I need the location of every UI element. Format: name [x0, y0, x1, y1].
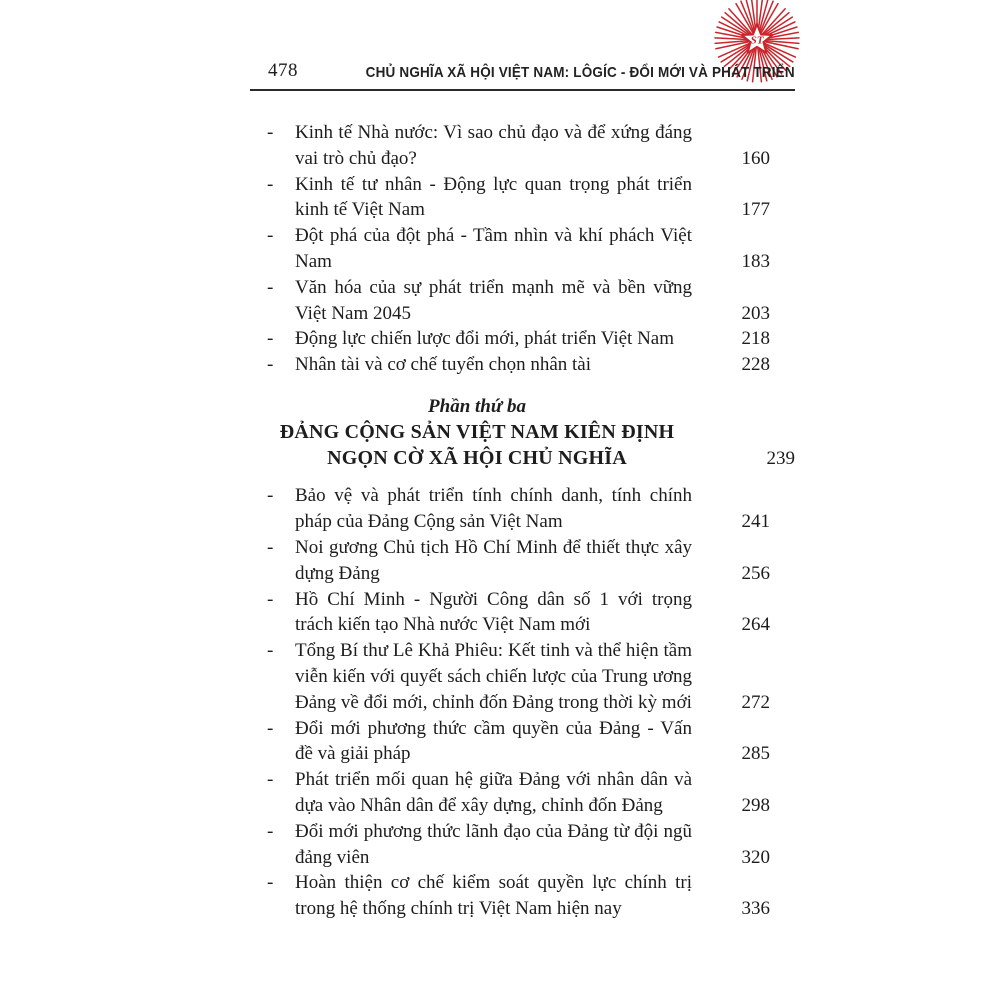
entry-page-number: 285 — [741, 743, 770, 765]
entry-dash-marker: - — [267, 717, 274, 739]
entry-title: Hoàn thiện cơ chế kiểm soát quyền lực chính trị trong hệ thống chính trị Việt Nam hiện nay — [295, 872, 692, 920]
entry-title: Bảo vệ và phát triển tính chính danh, tính chính pháp của Đảng Cộng sản Việt Nam — [295, 485, 692, 533]
entry-dash-marker: - — [267, 122, 274, 143]
entry-page-number: 183 — [741, 250, 770, 272]
entry-dash-marker: - — [267, 173, 274, 195]
entry-page-number: 160 — [741, 147, 770, 169]
toc-entry — [267, 172, 770, 224]
toc-entry — [267, 352, 770, 378]
toc-part1-entries — [250, 120, 795, 378]
entry-dash-marker: - — [267, 536, 274, 558]
entry-page-number: 203 — [741, 302, 770, 324]
entry-page-number: 228 — [741, 354, 770, 376]
entry-dash-marker: - — [267, 820, 274, 842]
entry-dash-marker: - — [267, 640, 274, 662]
entry-title: Hồ Chí Minh - Người Công dân số 1 với trọng trách kiến tạo Nhà nước Việt Nam mới — [295, 588, 692, 636]
entry-title: Noi gương Chủ tịch Hồ Chí Minh để thiết thực xây dựng Đảng — [295, 536, 692, 584]
toc-entry — [267, 638, 770, 715]
entry-title: Nhân tài và cơ chế tuyển chọn nhân tài — [295, 354, 591, 376]
toc-entry — [267, 819, 770, 871]
toc-entry — [267, 716, 770, 768]
entry-page-number: 320 — [741, 846, 770, 868]
part-section-heading — [267, 394, 795, 471]
toc-entry — [267, 535, 770, 587]
entry-dash-marker: - — [267, 225, 274, 247]
toc-entry — [267, 870, 770, 922]
entry-dash-marker: - — [267, 769, 274, 791]
entry-dash-marker: - — [267, 354, 274, 376]
table-of-contents — [250, 91, 795, 922]
entry-title: Văn hóa của sự phát triển mạnh mẽ và bền vững Việt Nam 2045 — [295, 276, 692, 324]
entry-dash-marker: - — [267, 328, 274, 350]
entry-page-number: 298 — [741, 794, 770, 816]
toc-entry — [267, 326, 770, 352]
running-title: CHỦ NGHĨA XÃ HỘI VIỆT NAM: LÔGÍC - ĐỔI MỚI VÀ PHÁT TRIỂN — [365, 64, 795, 81]
part-page-number: 239 — [766, 447, 795, 469]
entry-page-number: 272 — [741, 691, 770, 713]
entry-page-number: 336 — [741, 898, 770, 920]
toc-entry — [267, 587, 770, 639]
entry-title: Kinh tế Nhà nước: Vì sao chủ đạo và để xứng đáng vai trò chủ đạo? — [295, 122, 692, 169]
toc-entry — [267, 275, 770, 327]
part-title-line2: NGỌN CỜ XÃ HỘI CHỦ NGHĨA — [327, 446, 627, 469]
entry-page-number: 177 — [741, 199, 770, 221]
entry-page-number: 218 — [741, 328, 770, 350]
toc-entry — [267, 767, 770, 819]
entry-title: Đổi mới phương thức lãnh đạo của Đảng từ đội ngũ đảng viên — [295, 820, 692, 868]
part-kicker: Phần thứ ba — [428, 395, 526, 417]
page-number: 478 — [268, 60, 298, 81]
entry-dash-marker: - — [267, 588, 274, 610]
toc-entry — [267, 120, 770, 172]
entry-page-number: 264 — [741, 614, 770, 636]
entry-title: Phát triển mối quan hệ giữa Đảng với nhân dân và dựa vào Nhân dân để xây dựng, chỉnh đốn Đảng — [295, 769, 692, 816]
entry-title: Động lực chiến lược đổi mới, phát triển Việt Nam — [295, 328, 675, 350]
entry-title: Tổng Bí thư Lê Khả Phiêu: Kết tinh và thể hiện tầm viễn kiến với quyết sách chiến lược của Trung ương Đảng về đổi mới, chỉnh đốn Đảng trong thời kỳ mới — [295, 640, 692, 713]
page-content — [250, 0, 795, 922]
entry-title: Kinh tế tư nhân - Động lực quan trọng phát triển kinh tế Việt Nam — [295, 173, 692, 221]
page-header — [250, 0, 795, 91]
entry-title: Đổi mới phương thức cầm quyền của Đảng - Vấn đề và giải pháp — [295, 717, 692, 765]
toc-entry — [267, 223, 770, 275]
entry-dash-marker: - — [267, 872, 274, 894]
toc-part3-entries — [250, 483, 795, 922]
publisher-monogram: ST — [750, 34, 764, 47]
entry-title: Đột phá của đột phá - Tầm nhìn và khí phách Việt Nam — [295, 225, 692, 272]
part-title-line1: ĐẢNG CỘNG SẢN VIỆT NAM KIÊN ĐỊNH — [279, 420, 675, 443]
entry-dash-marker: - — [267, 485, 274, 507]
entry-page-number: 241 — [741, 511, 770, 533]
entry-page-number: 256 — [741, 562, 770, 584]
toc-entry — [267, 483, 770, 535]
entry-dash-marker: - — [267, 276, 274, 298]
